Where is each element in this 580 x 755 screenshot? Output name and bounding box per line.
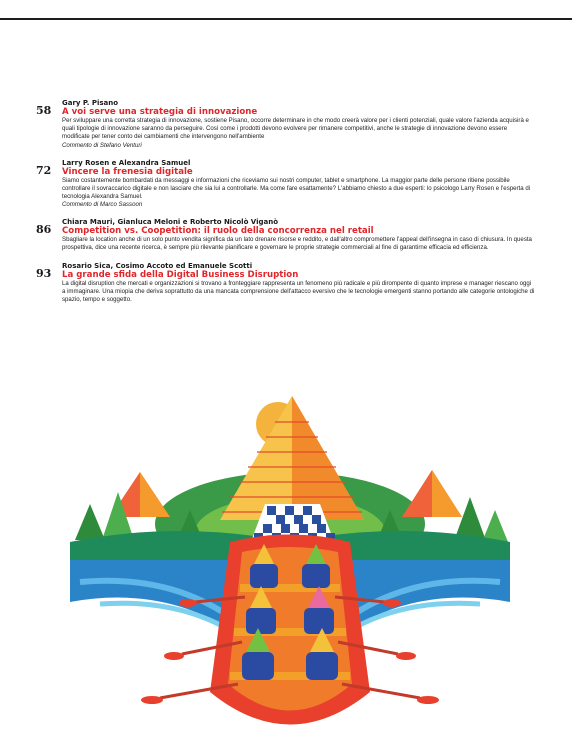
page-number: 72 (36, 163, 52, 177)
article-title[interactable]: La grande sfida della Digital Business Disruption (62, 269, 299, 280)
article-title[interactable]: Competition vs. Coopetition: il ruolo della concorrenza nel retail (62, 226, 374, 237)
page-number: 93 (36, 266, 52, 280)
article-authors: Larry Rosen e Alexandra Samuel (62, 158, 191, 167)
article-86[interactable] (36, 218, 536, 252)
article-authors: Rosario Sica, Cosimo Accoto ed Emanuele Scotti (62, 261, 253, 270)
article-list (36, 99, 536, 313)
article-authors: Gary P. Pisano (62, 99, 119, 107)
rafting-illustration (70, 392, 510, 752)
article-comment: Commento di Marco Sassoon (62, 201, 143, 209)
article-58[interactable] (36, 99, 536, 150)
article-93[interactable] (36, 262, 536, 305)
top-rule (0, 18, 572, 20)
page-number: 86 (36, 223, 52, 237)
page-number: 58 (36, 104, 52, 117)
article-72[interactable] (36, 159, 536, 210)
article-summary: Per sviluppare una corretta strategia di innovazione, sostiene Pisano, occorre determinare in che modo creerà valore per i clienti potenziali, quale valore l'azienda acquisirà e quali tipologie di innovazione saranno da perseguire. Così come i prodotti devono evolvere per rimanere competitivi, anche le strategie di innovazione devono essere modificate per tener conto dei cambiamenti che intervengono nell'ambiente (62, 117, 529, 141)
article-summary: La digital disruption che mercati e organizzazioni si trovano a fronteggiare rappresenta un fenomeno più radicale e più dirompente di quanto imprese e manager riescano oggi a immaginare. Una miopia che deriva soprattutto da una mancata comprensione dell'attacco eversivo che le tecnologie emergenti stanno portando alle categorie ontologiche di spazio, tempo e soggetto. (62, 279, 535, 304)
article-comment: Commento di Stefano Venturi (62, 141, 142, 149)
article-title[interactable]: Vincere la frenesia digitale (62, 166, 193, 177)
article-summary: Sbagliare la location anche di un solo punto vendita significa da un lato drenare risorse e reddito, e dall'altro compromettere l'appeal dell'insegna in caso di chiusura. In questa prospettiva, dice una recente ricerca, è sempre più rilevante pianificare e governare le proprie strategie commerciali al fine di garantirne efficacia ed efficienza. (62, 236, 532, 252)
article-summary: Siamo costantemente bombardati da messaggi e informazioni che riceviamo sui nostri computer, tablet e smartphone. La maggior parte delle persone ritiene possibile controllare il sovraccarico digitale e non lasciare che sia lui a controllarle. Ma come fare esattamente? L'abbiamo chiesto a due esperti: lo psicologo Larry Rosen e l'esperta di tecnologia Alexandra Samuel. (62, 176, 531, 201)
article-authors: Chiara Mauri, Gianluca Meloni e Roberto Nicolò Viganò (62, 218, 279, 227)
article-title[interactable]: A voi serve una strategia di innovazione (62, 107, 258, 117)
